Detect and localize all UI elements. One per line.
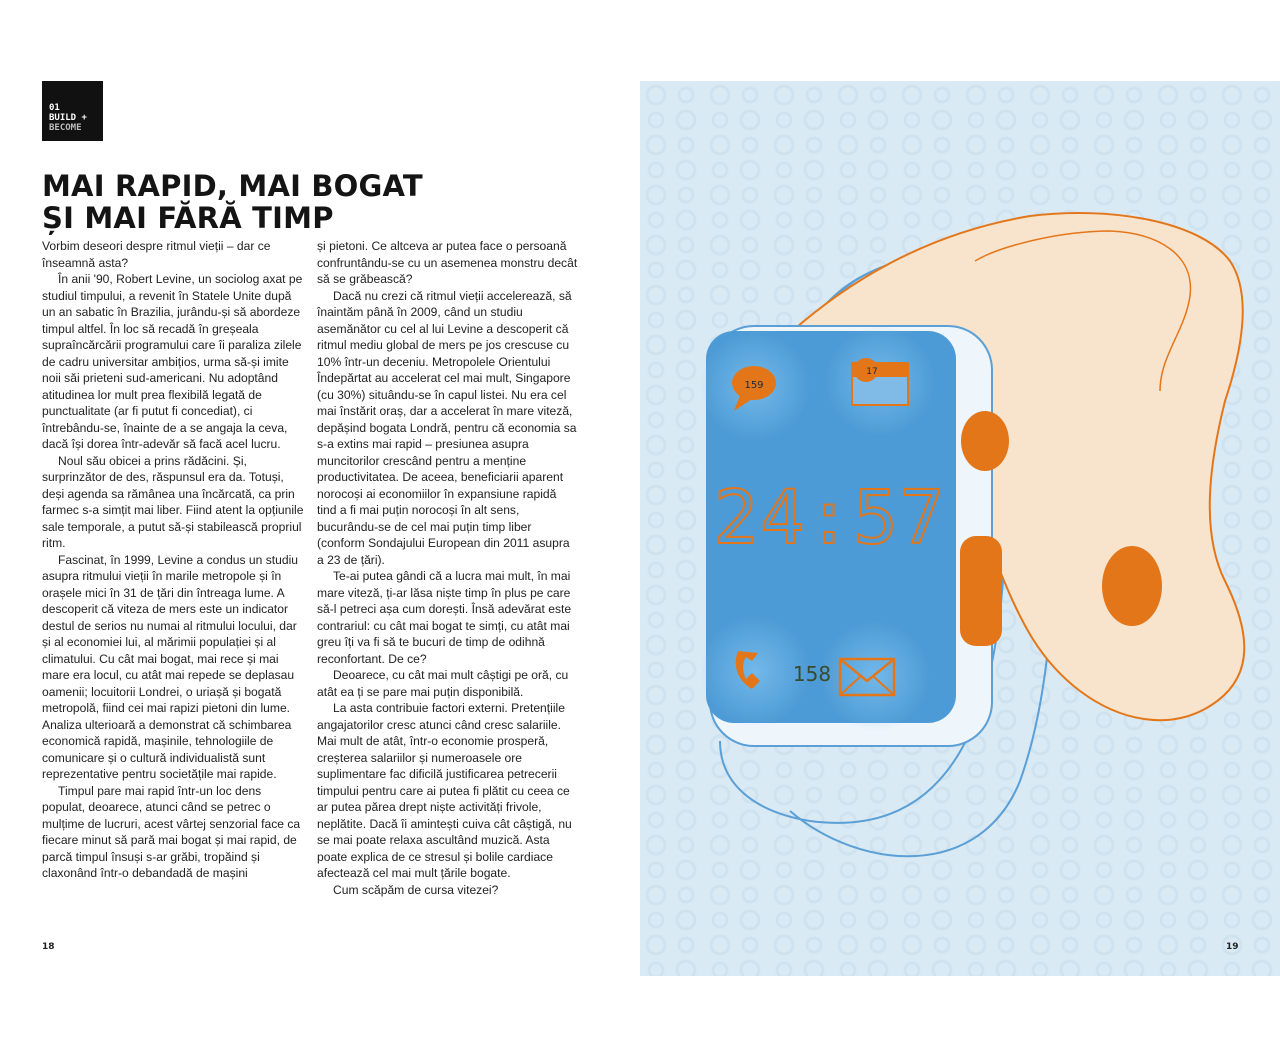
page-number-left: 18 [42,942,55,952]
paragraph: La asta contribuie factori externi. Pretențiile angajatorilor cresc atunci când cresc salariile. Mai mult de atât, într-o economie prosperă, creșterea salariilor și numeroasele ore suplimentare fac dificilă justificarea petrecerii timpului pentru care ai putea fi plătit cu ceea ce ar putea părea drept niște activități frivole, neplătite. Dacă îi amintești cuiva cât câștigă, nu se mai poate relaxa ascultând muzică. Asta poate explica de ce stresul și bolile cardiace afectează cel mai mult țările bogate. [317,701,572,880]
calendar-day: 17 [866,367,878,377]
section-tag [42,81,103,141]
paragraph: Noul său obicei a prins rădăcini. Și, surprinzător de des, răspunsul era da. Totuși, deși agenda sa rămânea una încărcată, ca prin farmec s-a simțit mai liber. Fiind atent la opțiunile sale temporale, a putut să-și stabilească propriul ritm. [42,453,304,550]
right-page-illustration [640,81,1280,976]
article-title [42,170,602,234]
paragraph: Vorbim deseori despre ritmul vieții – dar ce înseamnă asta? [42,239,271,270]
section-label-build: BUILD + [49,113,87,123]
paragraph: Dacă nu crezi că ritmul vieții accelerează, să înaintăm până în 2009, când un studiu asemănător cu cel al lui Levine a descoperit că ritmul mediu global de mers pe jos crescuse cu 10% într-un deceniu. Metropolele Orientului Îndepărtat au accelerat cel mai mult, Singapore (cu 30%) situându-se în capul listei. Nu era cel mai înstărit oraș, dar a accelerat în mare viteză, depășind bogata Londră, pentru că economia sa s-a extins mai rapid – presiunea asupra muncitorilor crescând pentru a menține productivitatea. De aceea, beneficiarii aparent norocoși ai economiilor în expansiune rapidă tind a fi mai puțin norocoși în alt sens, bucurându-se de cel mai puțin timp liber (conform Sondajului European din 2011 asupra a 23 de țări). [317,288,577,567]
section-number: 01 [49,103,60,113]
smartwatch-illustration [640,81,1280,976]
title-line-1: MAI RAPID, MAI BOGAT [42,169,423,203]
strap-hole [1102,546,1162,626]
paragraph: Deoarece, cu cât mai mult câștigi pe oră, cu atât ea ți se pare mai puțin disponibilă. [317,668,569,699]
title-line-2: ȘI MAI FĂRĂ TIMP [42,201,334,235]
paragraph: Fascinat, în 1999, Levine a condus un studiu asupra ritmului vieții în marile metropole și în orașele mici în 31 de țări din întreaga lume. A descoperit că viteza de mers este un indicator destul de serios nu numai al ritmului locului, dar și al economiei lui, al mărimii populației și al climatului. Cu cât mai bogat, mai rece și mai mare era locul, cu atât mai repede se deplasau oamenii; locuitorii Londrei, o uriașă și bogată metropolă, fiind cei mai rapizi pietoni din lume. Analiza ulterioară a demonstrat că schimbarea economică rapidă, mașinile, tehnologiile de comunicare și o cultură individualistă sunt reprezentative pentru societățile mai rapide. [42,552,299,781]
time-display: 24:57 [713,475,947,561]
mail-count: 158 [792,662,832,686]
paragraph: În anii '90, Robert Levine, un sociolog axat pe studiul timpului, a revenit în Statele Unite după un an sabatic în Brazilia, jurându-și să abordeze timpul altfel. În loc să recadă în greșeala supraîncărcării programului care îi paraliza zilele de cadru universitar ambițios, urma să-și imite noii săi prieteni sud-americani. Nu adoptând atitudinea lor mult prea flexibilă legată de punctualitate (ar fi putut fi concediat), ci întrebându-se, înainte de a se angaja la ceva, dacă își dorea într-adevăr să facă acel lucru. [42,272,303,451]
text-column-1 [42,238,304,882]
watch-crown [961,411,1009,471]
paragraph: Cum scăpăm de cursa vitezei? [333,882,499,897]
paragraph: Timpul pare mai rapid într-un loc dens populat, deoarece, atunci când se petrec o mulțime de lucruri, acest vârtej senzorial face ca fiecare minut să pară mai bogat și mai rapid, de parcă timpul însuși s-ar grăbi, tropăind și claxonând într-o debandadă de mașini [42,783,301,880]
message-count: 159 [744,380,764,391]
paragraph: Te-ai putea gândi că a lucra mai mult, în mai mare viteză, ți-ar lăsa niște timp în plus pe care să-l petreci așa cum dorești. Însă adevărat este contrariul: cu cât mai bogat te simți, cu atât mai greu îți va fi să te bucuri de timp de odihnă reconfortant. De ce? [317,569,572,666]
page-number-right: 19 [1226,942,1239,952]
watch-side-button [960,536,1002,646]
calendar-icon [852,358,908,405]
text-column-2 [317,238,579,898]
paragraph: și pietoni. Ce altceva ar putea face o persoană confruntându-se cu un asemenea monstru decât să se grăbească? [317,239,578,286]
section-label-become: BECOME [49,123,82,133]
